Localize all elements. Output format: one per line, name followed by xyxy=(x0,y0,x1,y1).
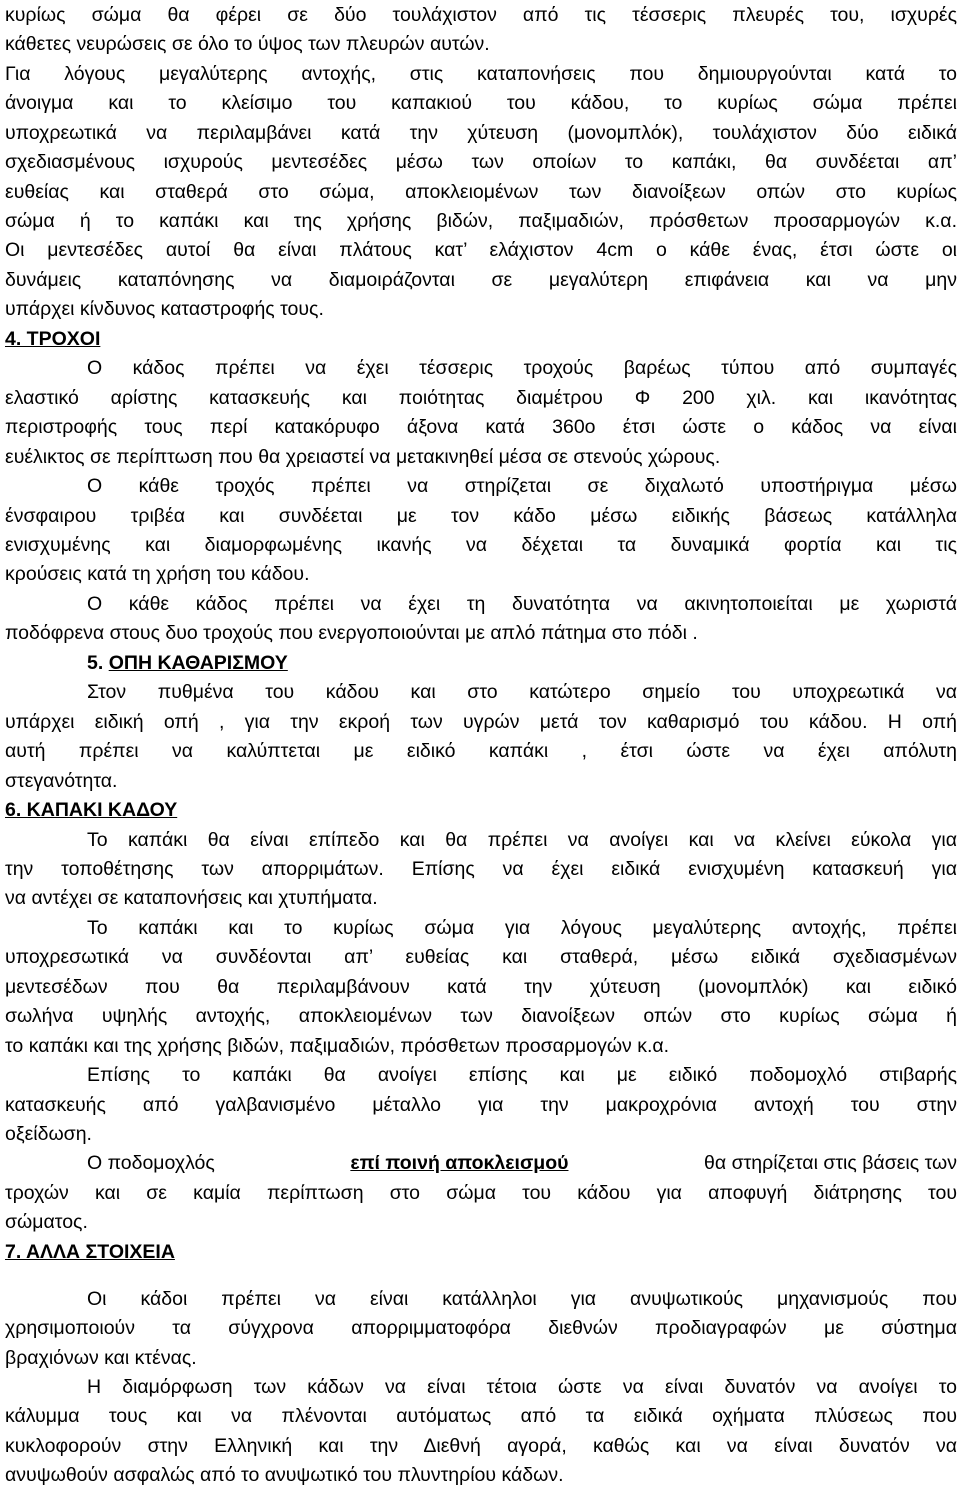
text-line xyxy=(87,1149,957,1178)
text-line: Ο κάδος πρέπει να έχει τέσσερις τροχούς βαρέως τύπου από συμπαγές xyxy=(87,357,957,379)
section-heading: 6. ΚΑΠΑΚΙ ΚΑΔΟΥ xyxy=(5,799,178,821)
emphasis-text: επί ποινή αποκλεισμού xyxy=(350,1152,569,1174)
paragraph-start: Ο ποδομοχλός xyxy=(87,1152,215,1174)
text-line: κρούσεις κατά τη χρήση του κάδου. xyxy=(5,563,310,585)
text-line: ανυψωθούν ασφαλώς από το ανυψωτικό του πλυντηρίου κάδων. xyxy=(5,1464,564,1486)
paragraph-continuation: θα στηρίζεται στις βάσεις των xyxy=(704,1152,957,1174)
text-line: ποδόφρενα στους δυο τροχούς που ενεργοποιούνται με απλό πάτημα στο πόδι . xyxy=(5,622,698,644)
text-line: υπάρχει ειδική οπή , για την εκροή των υγρών μετά τον καθαρισμό του κάδου. Η οπή xyxy=(5,711,957,733)
text-line: δυνάμεις καταπόνησης να διαμοιράζονται σε μεγαλύτερη επιφάνεια και να μην xyxy=(5,269,957,291)
text-line: κυρίως σώμα θα φέρει σε δύο τουλάχιστον από τις τέσσερις πλευρές του, ισχυρές xyxy=(5,4,957,26)
text-line: οξείδωση. xyxy=(5,1123,92,1145)
text-line: Το καπάκι και το κυρίως σώμα για λόγους μεγαλύτερης αντοχής, πρέπει xyxy=(87,917,957,939)
text-line: ευέλικτος σε περίπτωση που θα χρειαστεί να μετακινηθεί μέσα σε στενούς χώρους. xyxy=(5,446,721,468)
text-line: χρησιμοποιούν τα σύγχρονα απορριμματοφόρα διεθνών προδιαγραφών με σύστημα xyxy=(5,1317,957,1339)
text-line: κάθετες νευρώσεις σε όλο το ύψος των πλευρών αυτών. xyxy=(5,33,490,55)
text-line: στεγανότητα. xyxy=(5,770,118,792)
text-line: Για λόγους μεγαλύτερης αντοχής, στις καταπονήσεις που δημιουργούνται κατά το xyxy=(5,63,957,85)
text-line: περιστροφής τους περί κατακόρυφο άξονα κατά 360ο έτσι ώστε ο κάδος να είναι xyxy=(5,416,957,438)
text-line: σωλήνα υψηλής αντοχής, αποκλειομένων των διανοίξεων οπών στο κυρίως σώμα ή xyxy=(5,1005,957,1027)
text-line: υπάρχει κίνδυνος καταστροφής τους. xyxy=(5,298,324,320)
text-line: Στον πυθμένα του κάδου και στο κατώτερο σημείο του υποχρεωτικά να xyxy=(87,681,957,703)
section-title: ΟΠΗ ΚΑΘΑΡΙΣΜΟΥ xyxy=(108,652,288,674)
text-line: σχεδιασμένους ισχυρούς μεντεσέδες μέσω των οποίων το καπάκι, θα συνδέεται απ’ xyxy=(5,151,957,173)
section-heading: 4. ΤΡΟΧΟΙ xyxy=(5,328,101,350)
text-line: ένσφαιρου τριβέα και συνδέεται με τον κάδο μέσω ειδικής βάσεως κατάλληλα xyxy=(5,505,957,527)
text-line: μεντεσέδων που θα περιλαμβάνουν κατά την χύτευση (μονομπλόκ) και ειδικό xyxy=(5,976,957,998)
text-line: Επίσης το καπάκι θα ανοίγει επίσης και με ειδικό ποδομοχλό στιβαρής xyxy=(87,1064,957,1086)
text-line: Το καπάκι θα είναι επίπεδο και θα πρέπει να ανοίγει και να κλείνει εύκολα για xyxy=(87,829,957,851)
text-line: βραχιόνων και κτένας. xyxy=(5,1347,197,1369)
text-line: αυτή πρέπει να καλύπτεται με ειδικό καπάκι , έτσι ώστε να έχει απόλυτη xyxy=(5,740,957,762)
section-heading xyxy=(87,649,288,678)
text-line: κατασκευής από γαλβανισμένο μέταλλο για την μακροχρόνια αντοχή του στην xyxy=(5,1094,957,1116)
text-line: υποχρεσωτικά να συνδέονται απ’ ευθείας και σταθερά, μέσω ειδικά σχεδιασμένων xyxy=(5,946,957,968)
text-line: ενισχυμένης και διαμορφωμένης ικανής να δέχεται τα δυναμικά φορτία και τις xyxy=(5,534,957,556)
text-line: τροχών και σε καμία περίπτωση στο σώμα του κάδου για αποφυγή διάτρησης του xyxy=(5,1182,957,1204)
text-line: άνοιγμα και το κλείσιμο του καπακιού του κάδου, το κυρίως σώμα πρέπει xyxy=(5,92,957,114)
text-line: Ο κάθε τροχός πρέπει να στηρίζεται σε διχαλωτό υποστήριγμα μέσω xyxy=(87,475,957,497)
text-line: σώμα ή το καπάκι και της χρήσης βιδών, παξιμαδιών, πρόσθετων προσαρμογών κ.α. xyxy=(5,210,957,232)
text-line: κυκλοφορούν στην Ελληνική και την Διεθνή αγορά, καθώς και να είναι δυνατόν να xyxy=(5,1435,957,1457)
text-line: κάλυμμα τους και να πλένονται αυτόματως από τα ειδικά οχήματα πλύσεως που xyxy=(5,1405,957,1427)
section-heading: 7. ΑΛΛΑ ΣΤΟΙΧΕΙΑ xyxy=(5,1241,175,1263)
text-line: σώματος. xyxy=(5,1211,88,1233)
text-line: ελαστικό αρίστης κατασκευής και ποιότητας διαμέτρου Φ 200 χιλ. και ικανότητας xyxy=(5,387,957,409)
text-line: Ο κάθε κάδος πρέπει να έχει τη δυνατότητα να ακινητοποιείται με χωριστά xyxy=(87,593,957,615)
text-line: ευθείας και σταθερά στο σώμα, αποκλειομένων των διανοίξεων οπών στο κυρίως xyxy=(5,181,957,203)
text-line: Οι κάδοι πρέπει να είναι κατάλληλοι για ανυψωτικούς μηχανισμούς που xyxy=(87,1288,957,1310)
text-line: υποχρεωτικά να περιλαμβάνει κατά την χύτευση (μονομπλόκ), τουλάχιστον δύο ειδικά xyxy=(5,122,957,144)
text-line: Οι μεντεσέδες αυτοί θα είναι πλάτους κατ’ ελάχιστον 4cm ο κάθε ένας, έτσι ώστε οι xyxy=(5,239,957,261)
text-line: την τοποθέτησης των απορριμάτων. Επίσης να έχει ειδικά ενισχυμένη κατασκευή για xyxy=(5,858,957,880)
text-line: Η διαμόρφωση των κάδων να είναι τέτοια ώστε να είναι δυνατόν να ανοίγει το xyxy=(87,1376,957,1398)
section-number: 5. xyxy=(87,652,104,674)
text-line: το καπάκι και της χρήσης βιδών, παξιμαδιών, πρόσθετων προσαρμογών κ.α. xyxy=(5,1035,670,1057)
text-line: να αντέχει σε καταπονήσεις και χτυπήματα. xyxy=(5,887,378,909)
